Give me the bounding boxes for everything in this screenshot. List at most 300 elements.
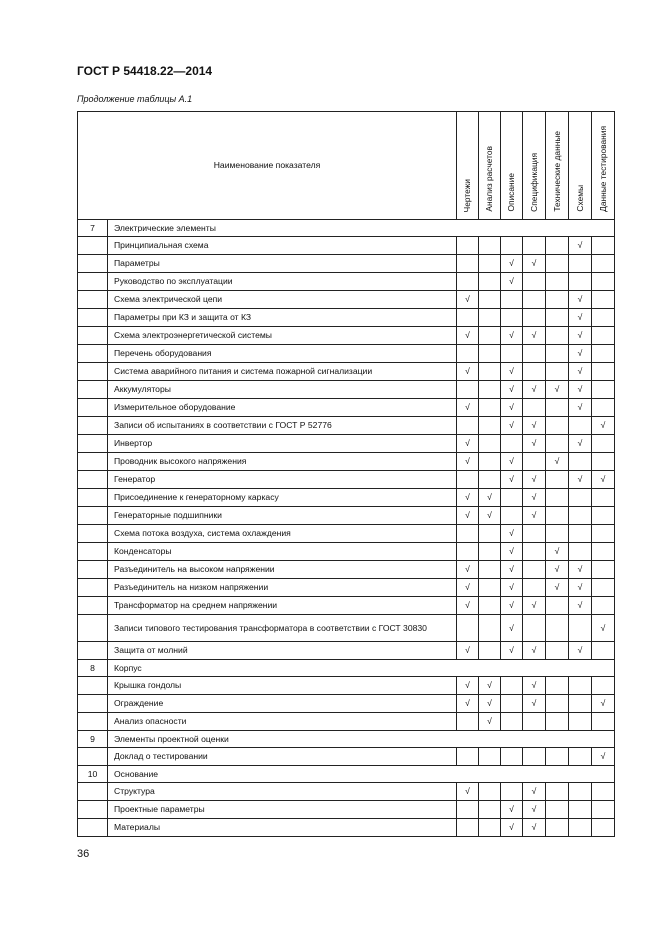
table-row	[78, 399, 615, 417]
row-number	[78, 489, 108, 507]
indicator-name: Записи об испытаниях в соответствии с ГОСТ Р 52776	[108, 417, 457, 435]
check-cell	[546, 435, 569, 453]
check-cell	[523, 783, 546, 801]
column-header-label: Схемы	[574, 185, 585, 212]
table-section-row	[78, 731, 615, 748]
check-cell	[479, 399, 501, 417]
check-mark-icon: √	[465, 510, 470, 520]
indicator-name: Присоединение к генераторному каркасу	[108, 489, 457, 507]
check-cell	[479, 471, 501, 489]
check-cell	[457, 327, 479, 345]
check-cell	[592, 273, 615, 291]
check-cell	[592, 561, 615, 579]
check-cell	[546, 819, 569, 837]
check-mark-icon: √	[531, 786, 537, 796]
check-cell	[546, 273, 569, 291]
check-cell	[592, 597, 615, 615]
check-cell	[569, 597, 592, 615]
check-cell	[479, 507, 501, 525]
row-number	[78, 453, 108, 471]
indicator-name: Инвертор	[108, 435, 457, 453]
row-number	[78, 363, 108, 381]
check-mark-icon: √	[509, 384, 514, 394]
column-header-label: Технические данные	[551, 131, 562, 212]
check-cell	[457, 525, 479, 543]
row-number	[78, 525, 108, 543]
check-cell	[501, 309, 523, 327]
check-cell	[546, 381, 569, 399]
check-mark-icon: √	[465, 492, 470, 502]
check-mark-icon: √	[577, 402, 583, 412]
row-number	[78, 291, 108, 309]
check-mark-icon: √	[487, 680, 492, 690]
check-cell	[501, 525, 523, 543]
check-mark-icon: √	[487, 510, 492, 520]
check-cell	[501, 801, 523, 819]
check-mark-icon: √	[487, 492, 492, 502]
check-cell	[546, 489, 569, 507]
check-mark-icon: √	[465, 786, 470, 796]
check-cell	[523, 327, 546, 345]
check-cell	[501, 695, 523, 713]
table-row	[78, 748, 615, 766]
check-cell	[592, 453, 615, 471]
check-cell	[592, 695, 615, 713]
check-mark-icon: √	[509, 645, 514, 655]
check-cell	[501, 399, 523, 417]
check-cell	[457, 399, 479, 417]
check-mark-icon: √	[600, 622, 606, 633]
check-cell	[457, 435, 479, 453]
check-cell	[546, 327, 569, 345]
check-mark-icon: √	[554, 582, 560, 592]
check-cell	[501, 345, 523, 363]
check-cell	[592, 748, 615, 766]
check-cell	[457, 801, 479, 819]
check-cell	[501, 327, 523, 345]
table-body	[78, 220, 615, 837]
check-mark-icon: √	[600, 474, 606, 484]
check-cell	[479, 642, 501, 660]
check-mark-icon: √	[577, 582, 583, 592]
row-number	[78, 642, 108, 660]
indicator-name: Руководство по эксплуатации	[108, 273, 457, 291]
check-mark-icon: √	[531, 492, 537, 502]
indicator-name: Схема электрической цепи	[108, 291, 457, 309]
check-cell	[523, 597, 546, 615]
check-cell	[569, 255, 592, 273]
check-cell	[523, 801, 546, 819]
check-cell	[523, 748, 546, 766]
check-cell	[457, 273, 479, 291]
check-mark-icon: √	[600, 751, 606, 761]
table-section-row	[78, 220, 615, 237]
table-row	[78, 471, 615, 489]
check-cell	[569, 642, 592, 660]
check-mark-icon: √	[577, 330, 583, 340]
check-cell	[457, 291, 479, 309]
check-cell	[569, 713, 592, 731]
check-mark-icon: √	[531, 258, 537, 268]
indicator-name: Схема электроэнергетической системы	[108, 327, 457, 345]
check-cell	[592, 801, 615, 819]
check-cell	[569, 453, 592, 471]
table-row	[78, 273, 615, 291]
check-cell	[479, 417, 501, 435]
check-cell	[523, 453, 546, 471]
check-cell	[457, 819, 479, 837]
check-cell	[592, 471, 615, 489]
check-cell	[523, 273, 546, 291]
check-mark-icon: √	[554, 564, 560, 574]
check-cell	[569, 381, 592, 399]
column-header	[569, 112, 592, 220]
check-cell	[501, 507, 523, 525]
column-header	[546, 112, 569, 220]
section-title: Корпус	[108, 660, 615, 677]
check-cell	[546, 713, 569, 731]
section-number: 7	[78, 220, 108, 237]
table-row	[78, 783, 615, 801]
column-header-label: Анализ расчетов	[484, 146, 494, 212]
check-mark-icon: √	[600, 420, 606, 430]
check-cell	[592, 713, 615, 731]
check-cell	[546, 417, 569, 435]
check-cell	[479, 489, 501, 507]
check-cell	[592, 579, 615, 597]
section-title: Основание	[108, 766, 615, 783]
table-row	[78, 345, 615, 363]
indicator-table	[77, 111, 615, 837]
row-number	[78, 471, 108, 489]
indicator-name: Крышка гондолы	[108, 677, 457, 695]
check-cell	[569, 561, 592, 579]
check-cell	[546, 525, 569, 543]
check-cell	[523, 677, 546, 695]
check-cell	[592, 399, 615, 417]
row-number	[78, 309, 108, 327]
check-cell	[523, 435, 546, 453]
check-cell	[523, 489, 546, 507]
check-cell	[479, 525, 501, 543]
check-mark-icon: √	[531, 510, 537, 520]
check-cell	[569, 363, 592, 381]
section-number: 10	[78, 766, 108, 783]
check-cell	[457, 642, 479, 660]
check-cell	[457, 695, 479, 713]
section-title: Элементы проектной оценки	[108, 731, 615, 748]
table-row	[78, 237, 615, 255]
check-cell	[501, 713, 523, 731]
check-cell	[546, 309, 569, 327]
table-row	[78, 579, 615, 597]
check-cell	[479, 748, 501, 766]
check-mark-icon: √	[531, 600, 537, 610]
indicator-name: Материалы	[108, 819, 457, 837]
table-row	[78, 561, 615, 579]
check-cell	[501, 677, 523, 695]
check-mark-icon: √	[554, 546, 560, 556]
check-cell	[457, 615, 479, 642]
check-mark-icon: √	[509, 258, 514, 268]
check-cell	[592, 489, 615, 507]
table-row	[78, 453, 615, 471]
column-header	[479, 112, 501, 220]
check-cell	[501, 783, 523, 801]
row-number	[78, 345, 108, 363]
check-cell	[592, 237, 615, 255]
column-header-name: Наименование показателя	[78, 112, 457, 220]
check-cell	[479, 597, 501, 615]
check-cell	[457, 237, 479, 255]
check-mark-icon: √	[577, 600, 583, 610]
check-cell	[569, 309, 592, 327]
check-cell	[523, 399, 546, 417]
check-mark-icon: √	[509, 366, 514, 376]
check-mark-icon: √	[577, 294, 583, 304]
check-mark-icon: √	[577, 240, 583, 250]
check-cell	[479, 363, 501, 381]
check-cell	[546, 677, 569, 695]
indicator-name: Разъединитель на высоком напряжении	[108, 561, 457, 579]
check-mark-icon: √	[509, 822, 514, 832]
table-caption: Продолжение таблицы А.1	[77, 94, 193, 104]
check-mark-icon: √	[531, 330, 537, 340]
check-mark-icon: √	[577, 438, 583, 448]
check-cell	[501, 543, 523, 561]
section-number: 9	[78, 731, 108, 748]
check-cell	[569, 543, 592, 561]
check-cell	[592, 381, 615, 399]
column-header-label: Спецификация	[528, 153, 539, 212]
check-mark-icon: √	[577, 474, 583, 484]
check-cell	[501, 381, 523, 399]
check-cell	[569, 579, 592, 597]
indicator-name: Генераторные подшипники	[108, 507, 457, 525]
check-cell	[546, 453, 569, 471]
check-cell	[569, 525, 592, 543]
check-cell	[523, 345, 546, 363]
check-cell	[592, 345, 615, 363]
check-cell	[546, 801, 569, 819]
check-cell	[592, 615, 615, 642]
column-header	[592, 112, 615, 220]
check-cell	[479, 273, 501, 291]
check-mark-icon: √	[531, 804, 537, 814]
indicator-name: Защита от молний	[108, 642, 457, 660]
check-mark-icon: √	[509, 600, 514, 610]
check-cell	[501, 417, 523, 435]
check-cell	[457, 345, 479, 363]
indicator-name: Принципиальная схема	[108, 237, 457, 255]
check-cell	[457, 561, 479, 579]
check-cell	[501, 819, 523, 837]
check-cell	[457, 255, 479, 273]
check-mark-icon: √	[600, 698, 606, 708]
check-cell	[569, 783, 592, 801]
indicator-name: Доклад о тестировании	[108, 748, 457, 766]
check-cell	[479, 381, 501, 399]
check-cell	[546, 579, 569, 597]
indicator-name: Параметры	[108, 255, 457, 273]
check-cell	[546, 695, 569, 713]
indicator-name: Параметры при КЗ и защита от КЗ	[108, 309, 457, 327]
table-row	[78, 597, 615, 615]
check-cell	[592, 507, 615, 525]
check-cell	[546, 642, 569, 660]
check-cell	[523, 713, 546, 731]
check-cell	[569, 237, 592, 255]
table-row	[78, 543, 615, 561]
check-cell	[457, 309, 479, 327]
table-row	[78, 255, 615, 273]
row-number	[78, 597, 108, 615]
table-section-row	[78, 660, 615, 677]
check-mark-icon: √	[465, 402, 470, 412]
check-mark-icon: √	[465, 456, 470, 466]
table-row	[78, 309, 615, 327]
check-cell	[569, 615, 592, 642]
check-cell	[523, 363, 546, 381]
check-cell	[592, 327, 615, 345]
check-mark-icon: √	[577, 645, 583, 655]
page-number: 36	[77, 848, 90, 860]
check-cell	[501, 748, 523, 766]
check-cell	[569, 801, 592, 819]
check-mark-icon: √	[509, 276, 514, 286]
indicator-name: Перечень оборудования	[108, 345, 457, 363]
indicator-name: Конденсаторы	[108, 543, 457, 561]
check-cell	[501, 561, 523, 579]
check-mark-icon: √	[509, 474, 514, 484]
check-cell	[592, 309, 615, 327]
table-row	[78, 507, 615, 525]
column-header-label: Данные тестирования	[597, 126, 608, 212]
check-mark-icon: √	[554, 456, 560, 466]
check-mark-icon: √	[465, 698, 470, 708]
check-cell	[523, 507, 546, 525]
row-number	[78, 695, 108, 713]
indicator-name: Система аварийного питания и система пожарной сигнализации	[108, 363, 457, 381]
section-title: Электрические элементы	[108, 220, 615, 237]
check-cell	[523, 417, 546, 435]
check-cell	[569, 399, 592, 417]
check-cell	[569, 435, 592, 453]
check-cell	[592, 417, 615, 435]
check-cell	[569, 677, 592, 695]
check-cell	[523, 819, 546, 837]
row-number	[78, 399, 108, 417]
indicator-name: Анализ опасности	[108, 713, 457, 731]
check-cell	[457, 507, 479, 525]
check-cell	[546, 783, 569, 801]
check-cell	[546, 345, 569, 363]
check-cell	[569, 273, 592, 291]
check-mark-icon: √	[465, 294, 470, 304]
check-cell	[479, 237, 501, 255]
check-cell	[457, 471, 479, 489]
check-cell	[479, 783, 501, 801]
check-cell	[546, 363, 569, 381]
check-cell	[479, 695, 501, 713]
check-mark-icon: √	[465, 680, 470, 690]
row-number	[78, 543, 108, 561]
indicator-name: Измерительное оборудование	[108, 399, 457, 417]
row-number	[78, 783, 108, 801]
indicator-name: Трансформатор на среднем напряжении	[108, 597, 457, 615]
table-row	[78, 695, 615, 713]
row-number	[78, 507, 108, 525]
check-cell	[569, 327, 592, 345]
check-cell	[546, 561, 569, 579]
check-cell	[479, 615, 501, 642]
table-row	[78, 417, 615, 435]
check-mark-icon: √	[577, 312, 583, 322]
check-cell	[501, 615, 523, 642]
check-cell	[569, 471, 592, 489]
check-mark-icon: √	[531, 645, 537, 655]
check-cell	[501, 579, 523, 597]
check-cell	[457, 783, 479, 801]
check-cell	[501, 489, 523, 507]
check-cell	[501, 291, 523, 309]
check-mark-icon: √	[465, 438, 470, 448]
document-title: ГОСТ Р 54418.22—2014	[77, 64, 213, 78]
indicator-name: Разъединитель на низком напряжении	[108, 579, 457, 597]
check-cell	[546, 597, 569, 615]
check-cell	[501, 255, 523, 273]
check-cell	[523, 237, 546, 255]
check-cell	[546, 399, 569, 417]
check-mark-icon: √	[577, 366, 583, 376]
check-cell	[592, 677, 615, 695]
column-header-label: Чертежи	[462, 178, 472, 212]
table-row	[78, 435, 615, 453]
check-mark-icon: √	[465, 600, 470, 610]
column-header	[501, 112, 523, 220]
check-cell	[592, 363, 615, 381]
table-row	[78, 381, 615, 399]
check-mark-icon: √	[509, 528, 514, 538]
column-header	[523, 112, 546, 220]
check-cell	[523, 381, 546, 399]
check-cell	[523, 309, 546, 327]
check-cell	[479, 453, 501, 471]
table-row	[78, 327, 615, 345]
check-cell	[501, 435, 523, 453]
check-cell	[546, 507, 569, 525]
indicator-name: Генератор	[108, 471, 457, 489]
check-cell	[546, 237, 569, 255]
table-row	[78, 713, 615, 731]
check-mark-icon: √	[531, 384, 537, 394]
check-cell	[501, 363, 523, 381]
indicator-name: Схема потока воздуха, система охлаждения	[108, 525, 457, 543]
check-mark-icon: √	[509, 622, 514, 633]
row-number	[78, 579, 108, 597]
check-cell	[457, 677, 479, 695]
check-cell	[457, 597, 479, 615]
check-mark-icon: √	[509, 804, 514, 814]
check-cell	[501, 642, 523, 660]
table-row	[78, 801, 615, 819]
table-section-row	[78, 766, 615, 783]
check-mark-icon: √	[554, 384, 560, 394]
check-mark-icon: √	[509, 546, 514, 556]
check-cell	[523, 525, 546, 543]
check-mark-icon: √	[465, 645, 470, 655]
check-mark-icon: √	[509, 420, 514, 430]
